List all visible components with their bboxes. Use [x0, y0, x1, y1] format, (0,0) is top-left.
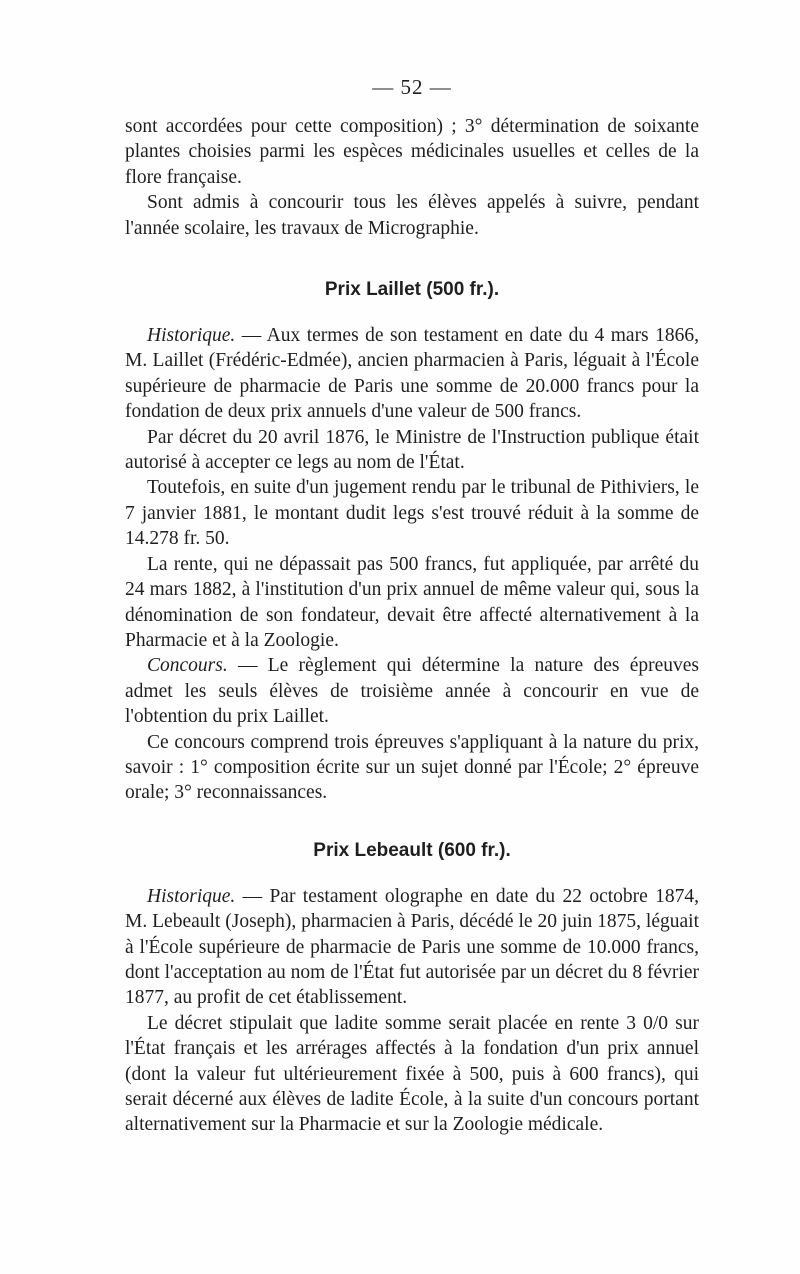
laillet-epreuves-paragraph: Ce concours comprend trois épreuves s'appliquant à la nature du prix, savoir : 1° composition écrite sur un sujet donné par l'École; 2° épreuve orale; 3° reconnaissances.: [125, 731, 699, 804]
laillet-rente-paragraph: La rente, qui ne dépassait pas 500 francs, fut appliquée, par arrêté du 24 mars 1882, à l'institution d'un prix annuel de même valeur qui, sous la dénomination de son fondateur, devait être affecté alternativement à la Pharmacie et à la Zoologie.: [125, 553, 699, 651]
section-title-prix-laillet: Prix Laillet (500 fr.).: [324, 279, 500, 301]
lebeault-historique-text: — Par testament olographe en date du 22 octobre 1874, M. Lebeault (Joseph), pharmacien à Paris, décédé le 20 juin 1875, léguait à l'École supérieure de pharmacie de Paris une somme de 10.000 francs, dont l'acceptation au nom de l'État fut autorisée par un décret du 8 février 1877, au profit de cet établissement.: [125, 885, 699, 1009]
laillet-concours-lead: Concours.: [147, 655, 228, 677]
laillet-decret-paragraph: Par décret du 20 avril 1876, le Ministre de l'Instruction publique était autorisé à accepter ce legs au nom de l'État.: [125, 426, 699, 474]
section-title-prix-lebeault: Prix Lebeault (600 fr.).: [313, 839, 511, 861]
lebeault-decret-paragraph: Le décret stipulait que ladite somme serait placée en rente 3 0/0 sur l'État français et les arrérages affectés à la fondation d'un prix annuel (dont la valeur fut ultérieurement fixée à 500, puis à 600 francs), qui serait décerné aux élèves de ladite École, à la suite d'un concours portant alternativement sur la Pharmacie et sur la Zoologie médicale.: [125, 1012, 699, 1136]
laillet-jugement-paragraph: Toutefois, en suite d'un jugement rendu par le tribunal de Pithiviers, le 7 janvier 1881, le montant dudit legs s'est trouvé réduit à la somme de 14.278 fr. 50.: [125, 477, 699, 550]
laillet-historique-text: — Aux termes de son testament en date du 4 mars 1866, M. Laillet (Frédéric-Edmée), ancien pharmacien à Paris, léguait à l'École supérieure de pharmacie de Paris une somme de 20.000 francs pour la fondation de deux prix annuels d'une valeur de 500 francs.: [125, 325, 699, 423]
document-page: [125, 72, 699, 1138]
page-number: — 52 —: [372, 75, 452, 99]
intro-paragraph-eligibility: Sont admis à concourir tous les élèves appelés à suivre, pendant l'année scolaire, les travaux de Micrographie.: [125, 192, 699, 239]
lebeault-historique-paragraph: [125, 884, 699, 1011]
laillet-concours-text: — Le règlement qui détermine la nature des épreuves admet les seuls élèves de troisième année à concourir en vue de l'obtention du prix Laillet.: [125, 655, 699, 728]
lebeault-historique-lead: Historique.: [147, 885, 236, 907]
laillet-historique-lead: Historique.: [147, 325, 236, 347]
intro-paragraph-continued: sont accordées pour cette composition) ; 3° détermination de soixante plantes choisies parmi les espèces médicinales usuelles et celles de la flore française.: [125, 116, 699, 188]
laillet-historique-paragraph: [125, 323, 699, 425]
laillet-concours-paragraph: [125, 653, 699, 729]
